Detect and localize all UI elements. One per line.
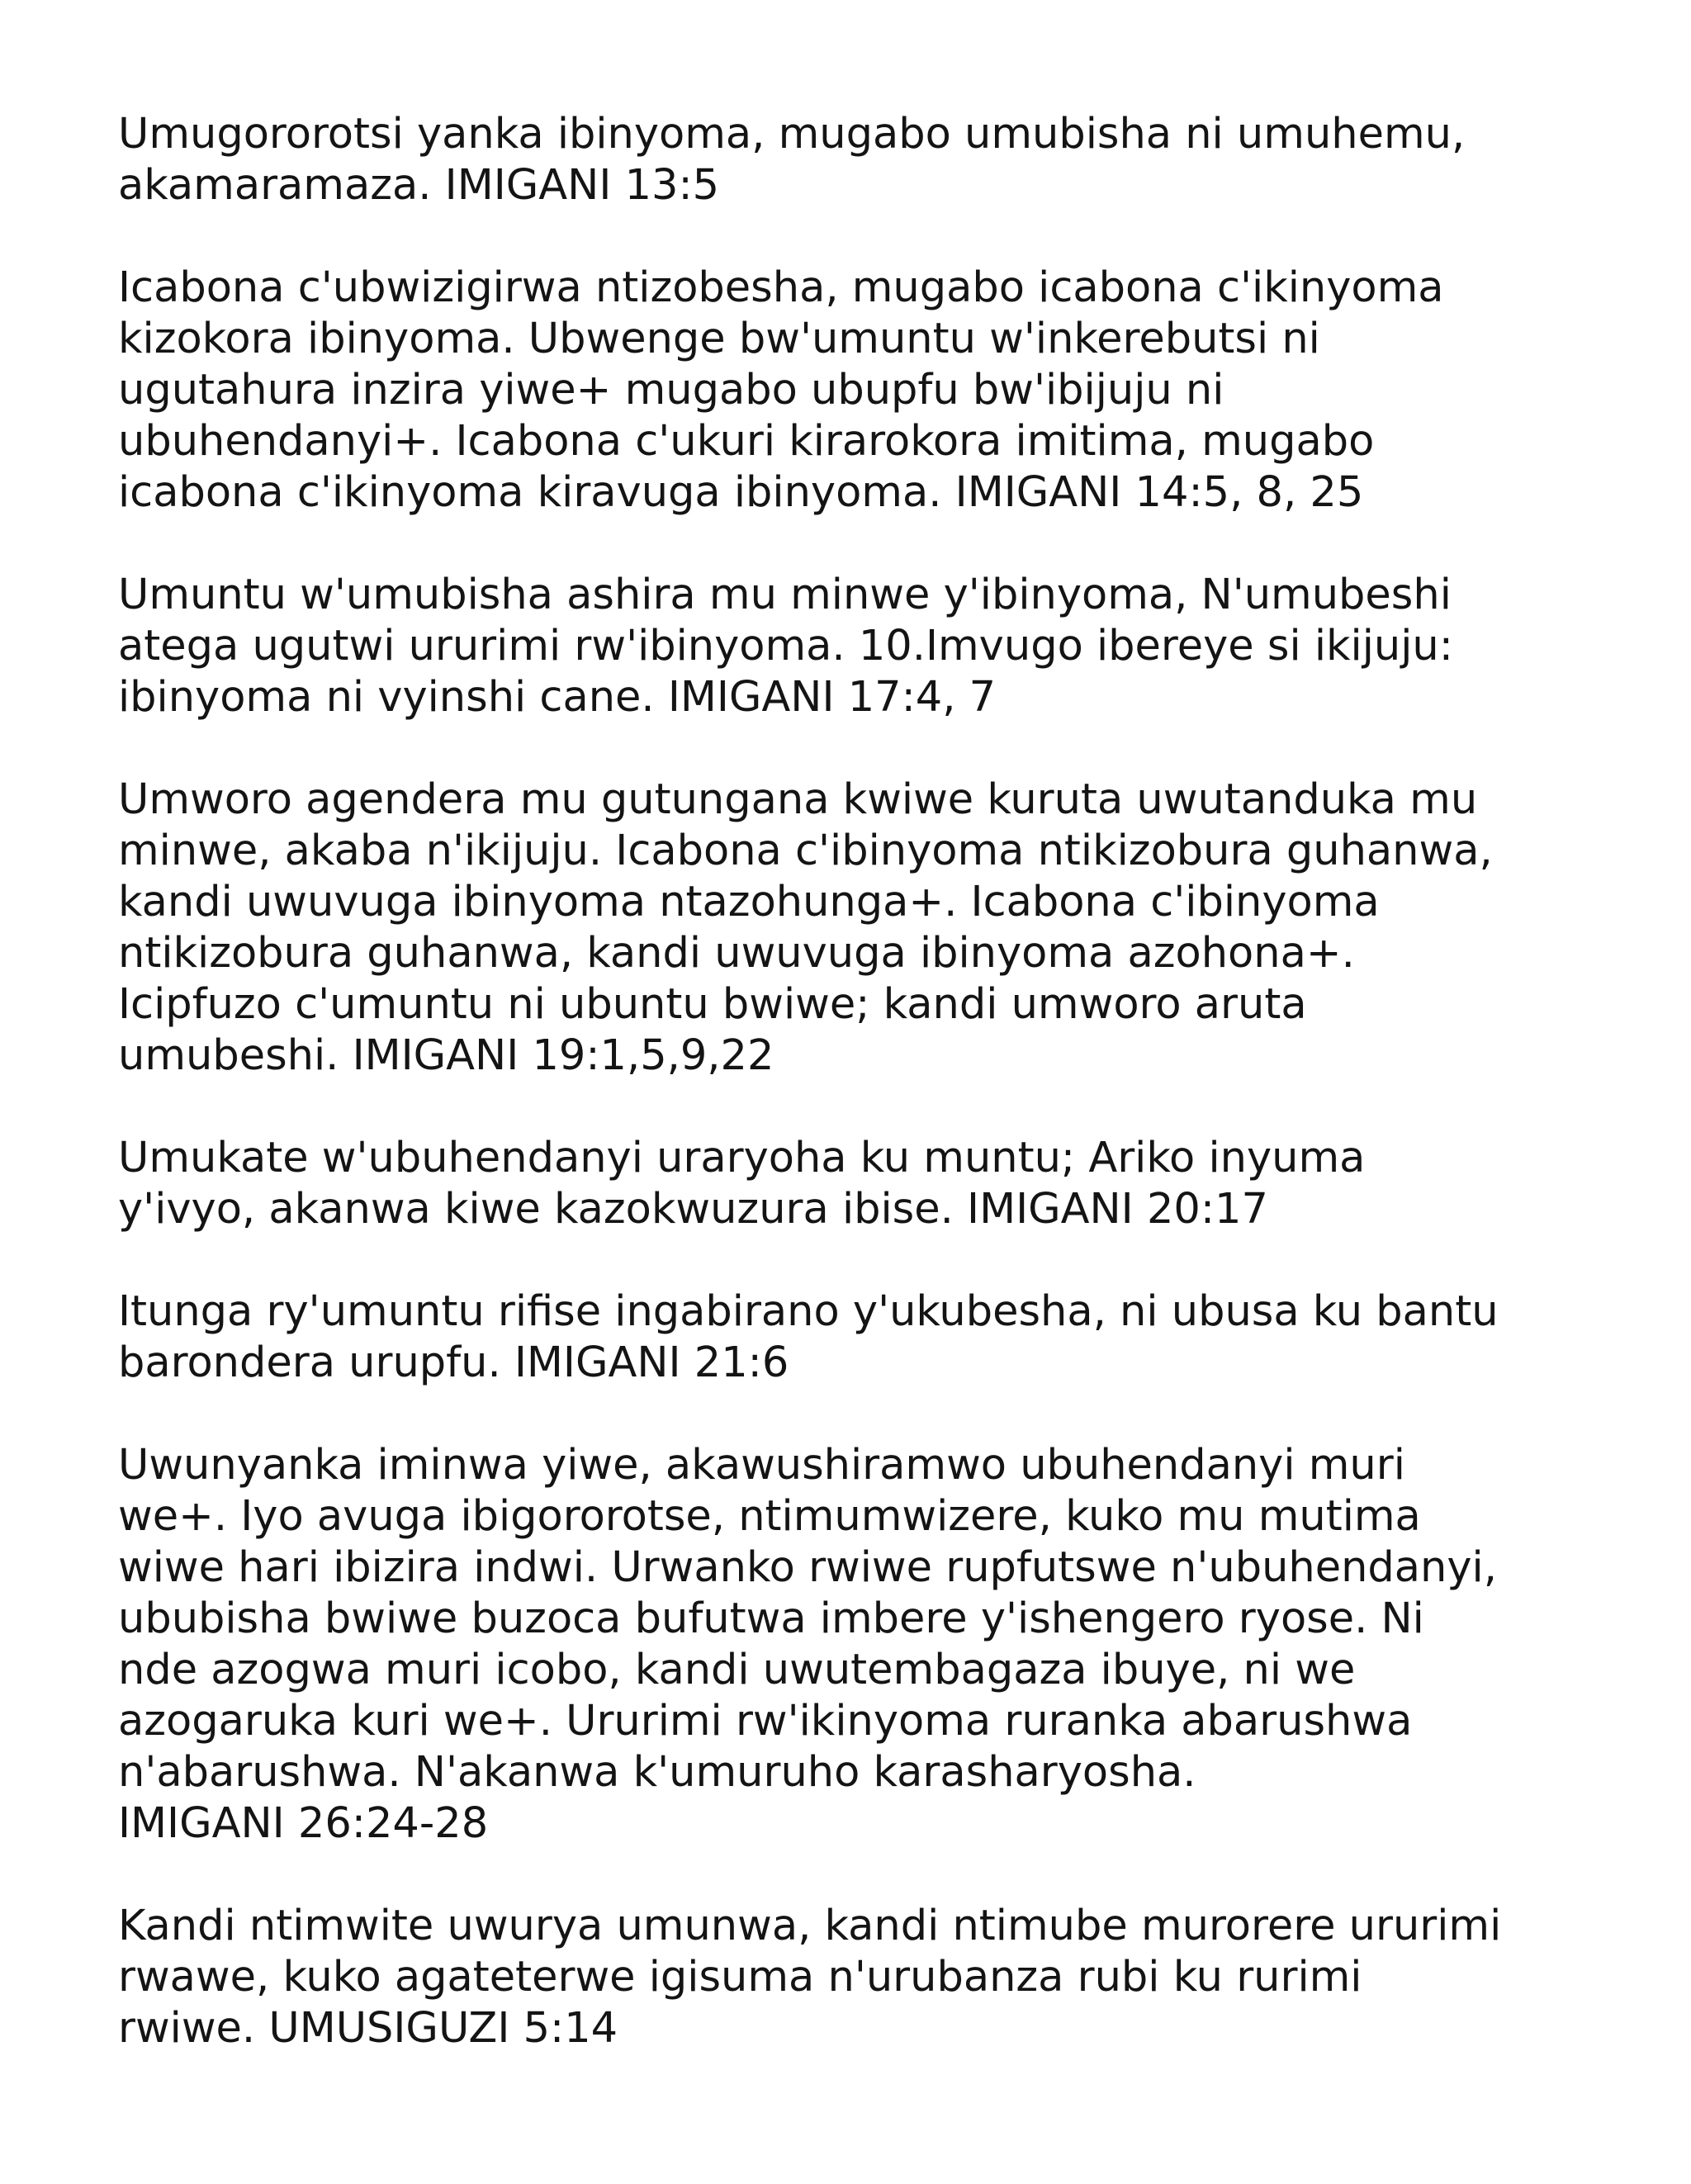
paragraph-ecclesiastes-5-14	[118, 1901, 1588, 2054]
document-page	[118, 109, 1588, 2106]
text-line: icabona c'ikinyoma kiravuga ibinyoma. IMIGANI 14:5, 8, 25	[118, 468, 1364, 517]
text-line: barondera urupfu. IMIGANI 21:6	[118, 1338, 789, 1387]
text-line: kandi uwuvuga ibinyoma ntazohunga+. Icabona c'ibinyoma	[118, 878, 1380, 926]
text-line: Uwunyanka iminwa yiwe, akawushiramwo ubuhendanyi muri	[118, 1441, 1405, 1490]
paragraph-proverbs-19	[118, 775, 1588, 1082]
text-line: Itunga ry'umuntu rifise ingabirano y'ukubesha, ni ubusa ku bantu	[118, 1287, 1499, 1336]
text-line: ububisha bwiwe buzoca bufutwa imbere y'ishengero ryose. Ni	[118, 1594, 1424, 1643]
text-line: Umukate w'ubuhendanyi uraryoha ku muntu; Ariko inyuma	[118, 1134, 1366, 1182]
paragraph-proverbs-13-5	[118, 109, 1588, 211]
text-line: Kandi ntimwite uwurya umunwa, kandi ntimube murorere ururimi	[118, 1902, 1502, 1950]
text-line: ugutahura inzira yiwe+ mugabo ubupfu bw'ibijuju ni	[118, 366, 1224, 415]
text-line: atega ugutwi ururimi rw'ibinyoma. 10.Imvugo ibereye si ikijuju:	[118, 622, 1453, 670]
text-line: ubuhendanyi+. Icabona c'ukuri kirarokora imitima, mugabo	[118, 417, 1375, 466]
text-line: akamaramaza. IMIGANI 13:5	[118, 161, 720, 210]
text-line: n'abarushwa. N'akanwa k'umuruho karasharyosha.	[118, 1748, 1196, 1797]
paragraph-proverbs-14	[118, 263, 1588, 519]
text-line: nde azogwa muri icobo, kandi uwutembagaza ibuye, ni we	[118, 1646, 1356, 1694]
text-line: wiwe hari ibizira indwi. Urwanko rwiwe rupfutswe n'ubuhendanyi,	[118, 1543, 1497, 1592]
text-line: Umworo agendera mu gutungana kwiwe kuruta uwutanduka mu	[118, 775, 1478, 824]
text-line: y'ivyo, akanwa kiwe kazokwuzura ibise. IMIGANI 20:17	[118, 1185, 1268, 1234]
text-line: Umugororotsi yanka ibinyoma, mugabo umubisha ni umuhemu,	[118, 110, 1466, 159]
text-line: rwiwe. UMUSIGUZI 5:14	[118, 2004, 618, 2053]
paragraph-proverbs-21-6	[118, 1286, 1588, 1389]
paragraph-proverbs-26	[118, 1440, 1588, 1850]
text-line: umubeshi. IMIGANI 19:1,5,9,22	[118, 1031, 774, 1080]
text-line: kizokora ibinyoma. Ubwenge bw'umuntu w'inkerebutsi ni	[118, 315, 1320, 363]
paragraph-proverbs-17	[118, 570, 1588, 723]
text-line: Umuntu w'umubisha ashira mu minwe y'ibinyoma, N'umubeshi	[118, 571, 1452, 619]
text-line: ibinyoma ni vyinshi cane. IMIGANI 17:4, 7	[118, 673, 997, 722]
text-line: azogaruka kuri we+. Ururimi rw'ikinyoma ruranka abarushwa	[118, 1697, 1413, 1746]
text-line: IMIGANI 26:24-28	[118, 1799, 489, 1848]
text-line: ntikizobura guhanwa, kandi uwuvuga ibinyoma azohona+.	[118, 929, 1355, 978]
text-line: Icipfuzo c'umuntu ni ubuntu bwiwe; kandi umworo aruta	[118, 980, 1307, 1029]
paragraph-proverbs-20-17	[118, 1133, 1588, 1235]
text-line: Icabona c'ubwizigirwa ntizobesha, mugabo icabona c'ikinyoma	[118, 263, 1444, 312]
text-line: minwe, akaba n'ikijuju. Icabona c'ibinyoma ntikizobura guhanwa,	[118, 827, 1493, 875]
text-line: rwawe, kuko agateterwe igisuma n'urubanza rubi ku rurimi	[118, 1953, 1362, 2002]
text-line: we+. Iyo avuga ibigororotse, ntimumwizere, kuko mu mutima	[118, 1492, 1421, 1541]
